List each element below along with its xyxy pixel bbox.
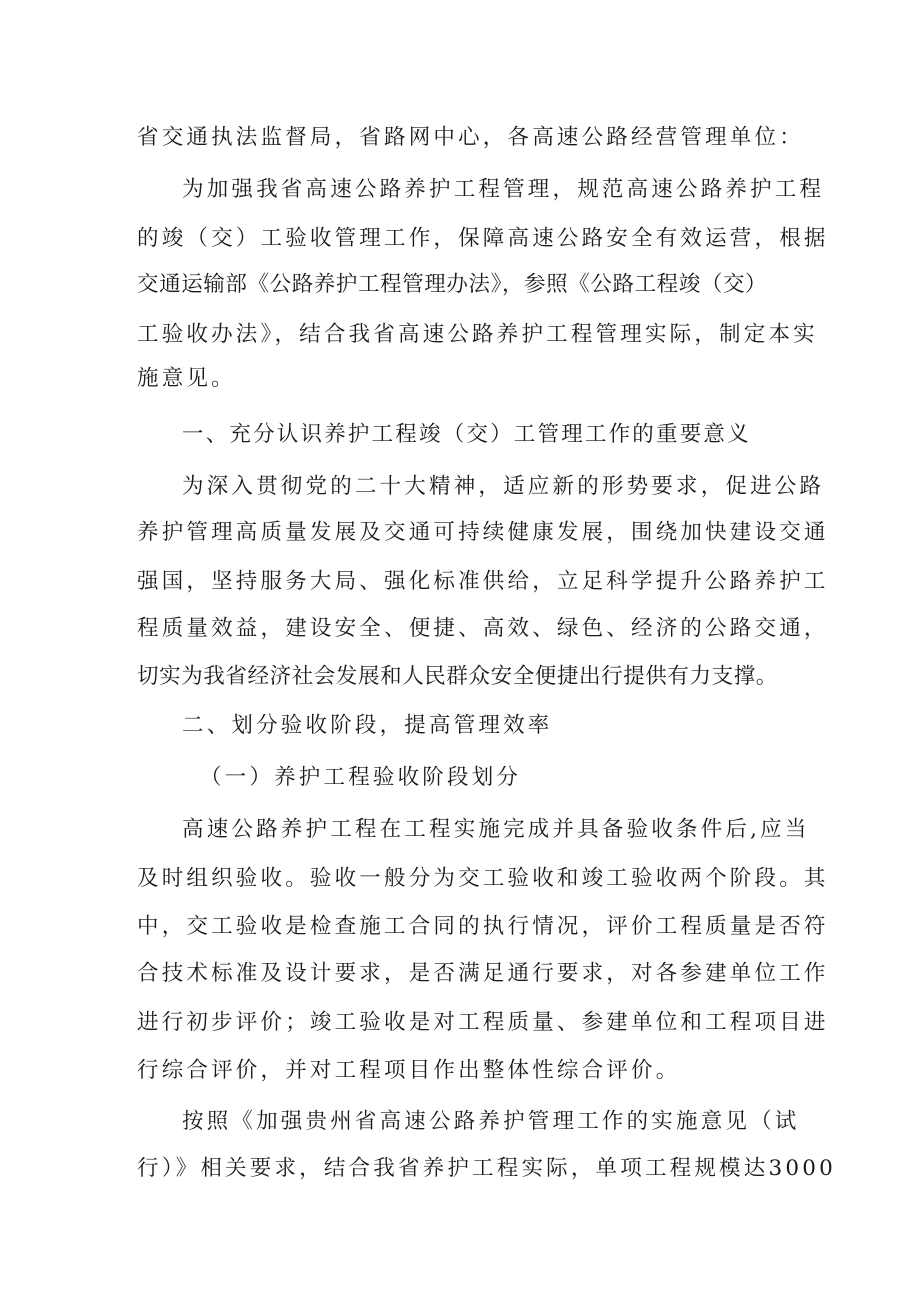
last-paragraph-line-1: 按照《加强贵州省高速公路养护管理工作的实施意见（试 (182, 1109, 800, 1134)
subsection-1-line-4: 合技术标准及设计要求，是否满足通行要求，对各参建单位工作 (137, 961, 829, 986)
subsection-1-line-3: 中，交工验收是检查施工合同的执行情况，评价工程质量是否符 (137, 914, 829, 939)
subsection-1-heading: （一）养护工程验收阶段划分 (200, 765, 522, 790)
intro-line-3: 交通运输部《公路养护工程管理办法》，参照《公路工程竣（交） (137, 272, 768, 297)
subsection-1-line-6: 行综合评价，并对工程项目作出整体性综合评价。 (137, 1058, 681, 1083)
subsection-1-line-5: 进行初步评价；竣工验收是对工程质量、参建单位和工程项目进 (137, 1010, 829, 1035)
last-paragraph-line-2: 行）》相关要求，结合我省养护工程实际，单项工程规模达3000 (137, 1156, 836, 1181)
section-1-line-1: 为深入贯彻党的二十大精神，适应新的形势要求，促进公路 (182, 474, 825, 499)
section-1-line-5: 切实为我省经济社会发展和人民群众安全便捷出行提供有力支撑。 (137, 664, 778, 689)
salutation: 省交通执法监督局，省路网中心，各高速公路经营管理单位： (137, 125, 804, 150)
section-1-line-2: 养护管理高质量发展及交通可持续健康发展，围绕加快建设交通 (137, 520, 829, 545)
subsection-1-line-2: 及时组织验收。验收一般分为交工验收和竣工验收两个阶段。其 (137, 866, 829, 891)
section-1-line-3: 强国，坚持服务大局、强化标准供给，立足科学提升公路养护工 (137, 569, 829, 594)
section-1-heading: 一、充分认识养护工程竣（交）工管理工作的重要意义 (182, 422, 751, 447)
intro-line-2: 的竣（交）工验收管理工作，保障高速公路安全有效运营，根据 (137, 226, 829, 251)
subsection-1-line-1: 高速公路养护工程在工程实施完成并具备验收条件后,应当 (182, 817, 810, 842)
intro-line-1: 为加强我省高速公路养护工程管理，规范高速公路养护工程 (182, 177, 825, 202)
intro-line-4: 工验收办法》，结合我省高速公路养护工程管理实际，制定本实 (137, 322, 818, 347)
intro-line-5: 施意见。 (137, 366, 236, 391)
section-1-line-4: 程质量效益，建设安全、便捷、高效、绿色、经济的公路交通， (137, 616, 829, 641)
section-2-heading: 二、划分验收阶段，提高管理效率 (182, 713, 553, 738)
